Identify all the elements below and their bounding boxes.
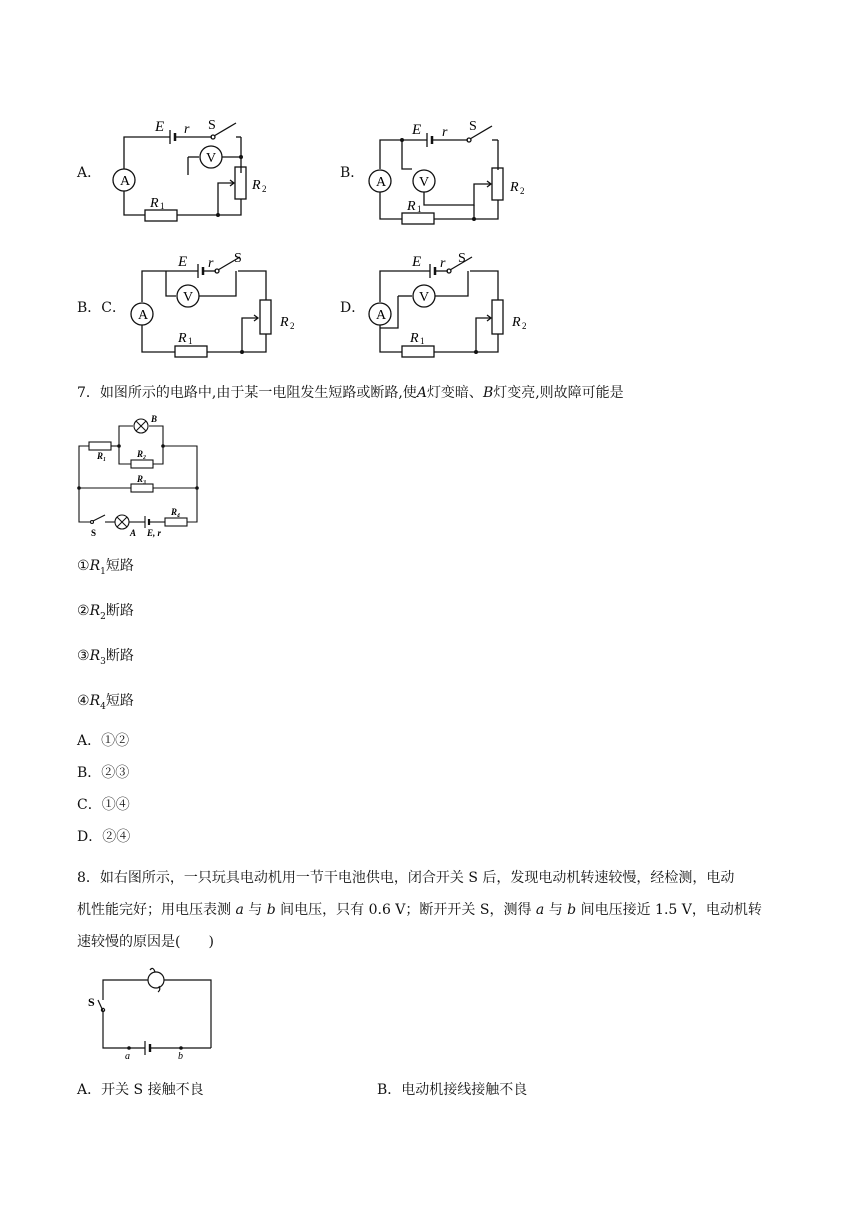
svg-text:S: S: [469, 119, 477, 134]
q7-option-d[interactable]: D．②④: [77, 829, 131, 845]
svg-text:R: R: [512, 315, 521, 330]
svg-text:r: r: [440, 256, 446, 271]
q8-option-a[interactable]: A．开关 S 接触不良: [77, 1082, 204, 1098]
svg-text:R: R: [178, 331, 187, 346]
option-d-label: D．: [340, 300, 366, 316]
svg-text:2: 2: [520, 186, 525, 196]
svg-text:R: R: [510, 180, 519, 195]
svg-text:1: 1: [188, 336, 193, 346]
question-8-circuit-diagram: [85, 968, 220, 1060]
question-8-line-3: 速较慢的原因是( ): [77, 934, 214, 950]
q7-option-c[interactable]: C．①④: [77, 797, 130, 813]
question-8-line-1: 8．如右图所示，一只玩具电动机用一节干电池供电，闭合开关 S 后，发现电动机转速较慢，经检测，电动: [77, 870, 735, 886]
circuit-b-diagram: [362, 115, 542, 235]
svg-text:E: E: [412, 122, 422, 138]
svg-text:S: S: [458, 251, 466, 266]
svg-text:V: V: [419, 175, 430, 190]
svg-text:A: A: [130, 528, 137, 538]
svg-text:R₄: R₄: [171, 507, 181, 517]
svg-text:E: E: [155, 119, 165, 135]
svg-text:1: 1: [160, 201, 165, 211]
q7-item-4: $④R_4$短路: [77, 693, 134, 712]
circuit-a-diagram: [100, 115, 280, 230]
svg-text:R₃: R₃: [137, 474, 147, 484]
ammeter-symbol: A: [120, 174, 131, 189]
svg-text:2: 2: [262, 184, 267, 194]
svg-text:2: 2: [290, 321, 295, 331]
svg-text:R: R: [150, 196, 159, 211]
q7-option-b[interactable]: B．②③: [77, 765, 130, 781]
option-c-label: B．C．: [77, 300, 126, 316]
circuit-d-diagram: [362, 248, 542, 368]
q8-option-b[interactable]: B．电动机接线接触不良: [377, 1082, 528, 1098]
question-7-circuit-diagram: [75, 412, 205, 542]
svg-text:A: A: [138, 308, 149, 323]
svg-text:E: E: [412, 254, 422, 270]
svg-text:1: 1: [417, 204, 422, 214]
svg-text:A: A: [376, 175, 387, 190]
voltmeter-symbol: V: [206, 151, 217, 166]
svg-text:S: S: [234, 251, 242, 266]
svg-text:B: B: [151, 414, 158, 424]
svg-text:R: R: [280, 315, 289, 330]
svg-text:V: V: [419, 290, 430, 305]
svg-text:E: E: [178, 254, 188, 270]
svg-text:A: A: [376, 308, 387, 323]
question-7-stem: 7．如图所示的电路中,由于某一电阻发生短路或断路,使A灯变暗、B灯变亮,则故障可能是: [77, 385, 624, 401]
svg-text:R₂: R₂: [137, 449, 147, 459]
svg-text:S: S: [208, 118, 216, 133]
q7-item-2: $②R_2$断路: [77, 603, 134, 622]
svg-text:V: V: [183, 290, 194, 305]
svg-text:S: S: [88, 995, 95, 1009]
svg-text:r: r: [184, 122, 190, 137]
circuit-c-diagram: [120, 248, 300, 368]
svg-text:R: R: [410, 331, 419, 346]
option-a-label: A．: [77, 165, 102, 181]
question-8-line-2: 机性能完好；用电压表测 a 与 b 间电压，只有 0.6 V；断开开关 S，测得 a 与 b 间电压接近 1.5 V，电动机转: [77, 902, 762, 918]
svg-text:E, r: E, r: [147, 528, 162, 538]
svg-text:r: r: [442, 125, 448, 140]
svg-text:R: R: [407, 199, 416, 214]
svg-text:S: S: [91, 528, 97, 538]
svg-text:b: b: [178, 1051, 183, 1062]
q7-item-3: $③R_3$断路: [77, 648, 134, 667]
svg-text:2: 2: [522, 321, 527, 331]
svg-text:R: R: [252, 178, 261, 193]
svg-text:1: 1: [420, 336, 425, 346]
svg-text:R₁: R₁: [97, 451, 107, 461]
q7-option-a[interactable]: A．①②: [77, 733, 130, 749]
q7-item-1: $①R_1$短路: [77, 558, 134, 577]
svg-text:r: r: [208, 256, 214, 271]
svg-text:a: a: [125, 1051, 130, 1062]
option-b-label: B．: [340, 165, 365, 181]
